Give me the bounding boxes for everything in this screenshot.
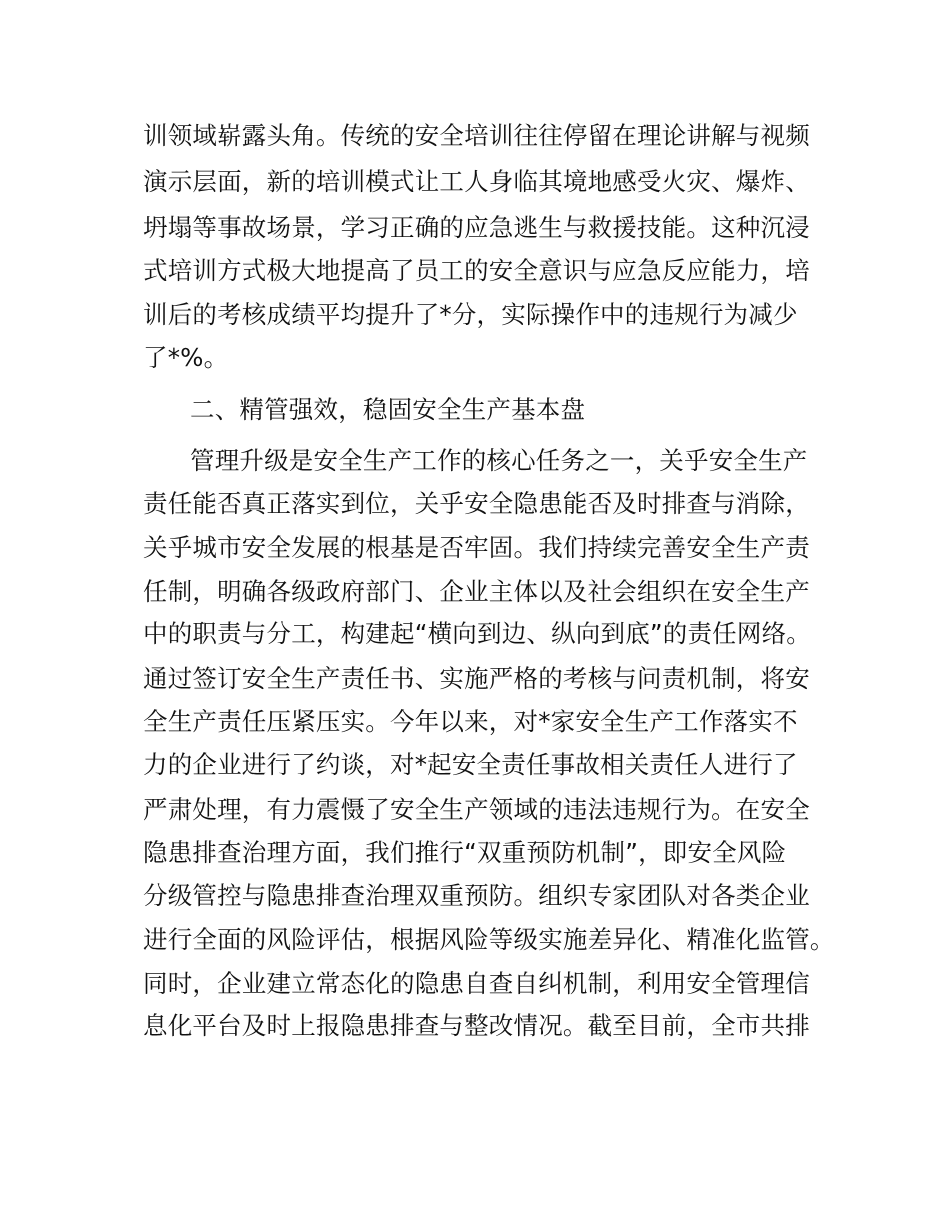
paragraph-line: 通过签订安全生产责任书、实施严格的考核与问责机制，将安 (143, 664, 810, 693)
paragraph-line: 关乎城市安全发展的根基是否牢固。我们持续完善安全生产责 (143, 533, 810, 562)
paragraph-line: 管理升级是安全生产工作的核心任务之一，关乎安全生产 (190, 446, 808, 475)
paragraph-line: 任制，明确各级政府部门、企业主体以及社会组织在安全生产 (143, 577, 810, 606)
paragraph-line: 训领域崭露头角。传统的安全培训往往停留在理论讲解与视频 (143, 121, 810, 150)
section-heading: 二、精管强效，稳固安全生产基本盘 (190, 395, 586, 424)
paragraph-line: 全生产责任压紧压实。今年以来，对*家安全生产工作落实不 (143, 707, 798, 736)
paragraph-line: 同时，企业建立常态化的隐患自查自纠机制，利用安全管理信 (143, 969, 810, 998)
paragraph-line: 了*%。 (143, 343, 229, 372)
paragraph-line: 训后的考核成绩平均提升了*分，实际操作中的违规行为减少 (143, 300, 798, 329)
paragraph-line: 进行全面的风险评估，根据风险等级实施差异化、精准化监管。 (143, 925, 835, 954)
paragraph-line: 隐患排查治理方面，我们推行“双重预防机制”，即安全风险 (143, 838, 787, 867)
paragraph-line: 分级管控与隐患排查治理双重预防。组织专家团队对各类企业 (143, 881, 810, 910)
paragraph-line: 演示层面，新的培训模式让工人身临其境地感受火灾、爆炸、 (143, 167, 810, 196)
paragraph-line: 坍塌等事故场景，学习正确的应急逃生与救援技能。这种沉浸 (143, 213, 810, 242)
paragraph-line: 责任能否真正落实到位，关乎安全隐患能否及时排查与消除， (143, 489, 810, 518)
paragraph-line: 力的企业进行了约谈，对*起安全责任事故相关责任人进行了 (143, 750, 798, 779)
paragraph-line: 中的职责与分工，构建起“横向到边、纵向到底”的责任网络。 (143, 619, 811, 648)
paragraph-line: 息化平台及时上报隐患排查与整改情况。截至目前，全市共排 (143, 1011, 810, 1040)
paragraph-line: 式培训方式极大地提高了员工的安全意识与应急反应能力，培 (143, 256, 810, 285)
paragraph-line: 严肃处理，有力震慑了安全生产领域的违法违规行为。在安全 (143, 795, 810, 824)
